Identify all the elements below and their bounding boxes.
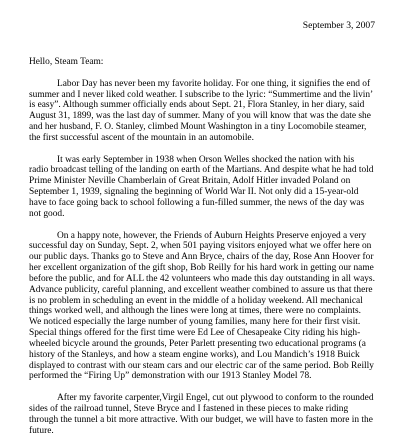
paragraph-public-day: On a happy note, however, the Friends of Auburn Heights Preserve enjoyed a very successful day on Sunday, Sept. 2, when 501 paying visitors enjoyed what we offer here on our public days. Thanks go to Steve and Ann Bryce, chairs of the day, Rose Ann Hoover for her excellent organization of the gift shop, Bob Reilly for his hard work in getting our name before the public, and for ALL the 42 volunteers who made this day outstanding in all ways. Advance publicity, careful planning, and excellent weather combined to assure us that there is no problem in scheduling an event in the middle of a holiday weekend. All mechanical things worked well, and although the lines were long at times, there were no complaints. We noticed especially the large number of young families, many here for their first visit. Special things offered for the first time were Ed Lee of Chesapeake City riding his high-wheeled bicycle around the grounds, Peter Parlett presenting two educational programs (a history of the Stanleys, and how a steam engine works), and Lou Mandich’s 1918 Buick displayed to contrast with our steam cars and our electric car of the same period. Bob Reilly performed the “Firing Up” demonstration with our 1913 Stanley Model 78. — [29, 230, 375, 382]
paragraph-september-1938: It was early September in 1938 when Orson Welles shocked the nation with his radio broadcast telling of the landing on earth of the Martians. And despite what he had told Prime Minister Neville Chamberlain of Great Britain, Adolf Hitler invaded Poland on September 1, 1939, signaling the beginning of World War II. Not only did a 15-year-old have to face going back to school following a fun-filled summer, the news of the day was not good. — [29, 154, 374, 219]
letter-body — [29, 57, 375, 447]
letter-date: September 3, 2007 — [302, 20, 375, 31]
salutation: Hello, Steam Team: — [29, 57, 104, 67]
paragraph-labor-day: Labor Day has never been my favorite holiday. For one thing, it signifies the end of summer and I never liked cold weather. I subscribe to the lyric: “Summertime and the livin’ is easy”. Although summer officially ends about Sept. 21, Flora Stanley, in her diary, said August 31, 1899, was the last day of summer. Many of you will know that was the date she and her husband, F. O. Stanley, climbed Mount Washington in a tiny Locomobile steamer, the first successful ascent of the mountain in an automobile. — [29, 78, 373, 143]
paragraph-railroad-tunnel: After my favorite carpenter,Virgil Engel, cut out plywood to conform to the rounded sides of the railroad tunnel, Steve Bryce and I fastened in these pieces to make riding through the tunnel a bit more attractive. With our budget, we will have to fasten more in the future. — [29, 393, 374, 436]
